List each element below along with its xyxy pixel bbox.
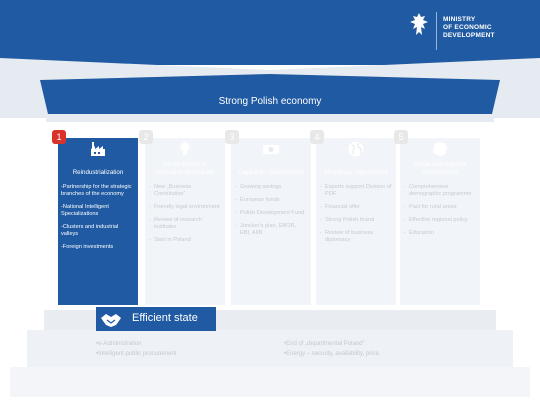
pillar-body — [400, 184, 480, 243]
pillar-body — [231, 184, 311, 243]
pillar-item: - Pact for rural areas — [409, 204, 476, 211]
pillar-item: -Clusters and industrial valleys — [61, 224, 119, 237]
pillar-item: - New „Business Constitution” — [154, 184, 221, 198]
pillar-header — [145, 138, 225, 178]
efficient-state-right-list — [284, 339, 379, 359]
pillar-header — [231, 138, 311, 178]
list-item: •End of „departmental Poland” — [284, 341, 365, 347]
pillar-item: -National Intelligent Specializations — [61, 204, 109, 217]
pillar-number-badge: 1 — [52, 130, 66, 144]
foundation-step-bottom — [10, 367, 530, 397]
pillar-number-badge: 3 — [225, 130, 239, 144]
pillar-reindustrialization — [56, 132, 138, 305]
roof-shape — [0, 0, 540, 130]
ministry-line: OF ECONOMIC — [443, 24, 492, 31]
ministry-line: DEVELOPMENT — [443, 32, 495, 39]
pillar-body — [316, 184, 396, 250]
pillar-title: Ekspansja zagraniczna — [324, 168, 388, 176]
pillar-header — [316, 138, 396, 178]
list-item: •Intelligent public procurement — [96, 351, 177, 357]
pillar-expansion — [314, 132, 396, 305]
pillar-item: - European funds — [240, 197, 307, 204]
ministry-line: MINISTRY — [443, 16, 476, 23]
pillar-number-badge: 4 — [310, 130, 324, 144]
pillar-header — [58, 138, 138, 178]
pillar-title: Capital for development — [238, 168, 304, 176]
pillar-item: - Review of business diplomacy — [325, 230, 392, 244]
pillar-title: Development of innovative companies — [155, 161, 215, 176]
pillar-item: - Friendly legal environment — [154, 204, 221, 211]
pillar-number-badge: 5 — [394, 130, 408, 144]
pillar-item: - Effective regional policy — [409, 217, 476, 224]
pillar-item: - Comprehensive demographic programme — [409, 184, 476, 198]
pillar-title: Social and regional development — [413, 161, 467, 176]
pillar-item: - Financial offer — [325, 204, 392, 211]
pillar-item: - Start in Poland — [154, 237, 221, 244]
pillar-item: - Strong Polish brand — [325, 217, 392, 224]
pillar-item: - Education — [409, 230, 476, 237]
pillar-item: -Partnership for the strategic branches of the economy — [61, 184, 132, 197]
roof-title: Strong Polish economy — [218, 96, 322, 107]
efficient-state-left-list — [96, 339, 176, 359]
pillar-item: - Polish Development Fund — [240, 210, 307, 217]
pillar-social-regional — [398, 132, 480, 305]
pillar-title: Reindustrialization — [72, 168, 124, 176]
efficient-state-title: Efficient state — [132, 312, 198, 324]
pillar-body — [58, 184, 138, 257]
pillar-capital — [229, 132, 311, 305]
pillar-item: - Juncker's plan, EBOR, EBI, AIIB — [240, 223, 307, 237]
pillar-number-badge: 2 — [139, 130, 153, 144]
pillar-item: -Foreign investments — [61, 244, 114, 250]
list-item: •e-Administration — [96, 341, 142, 347]
pillar-body — [145, 184, 225, 250]
pillar-item: - Exports support Division of PDF — [325, 184, 392, 198]
pillar-item: - Review of research institutes — [154, 217, 221, 231]
pillar-header — [400, 138, 480, 178]
list-item: •Energy – security, availability, price — [284, 351, 379, 357]
pillar-item: - Growing savings — [240, 184, 307, 191]
handshake-icon — [100, 310, 122, 330]
pillar-innovation — [143, 132, 225, 305]
